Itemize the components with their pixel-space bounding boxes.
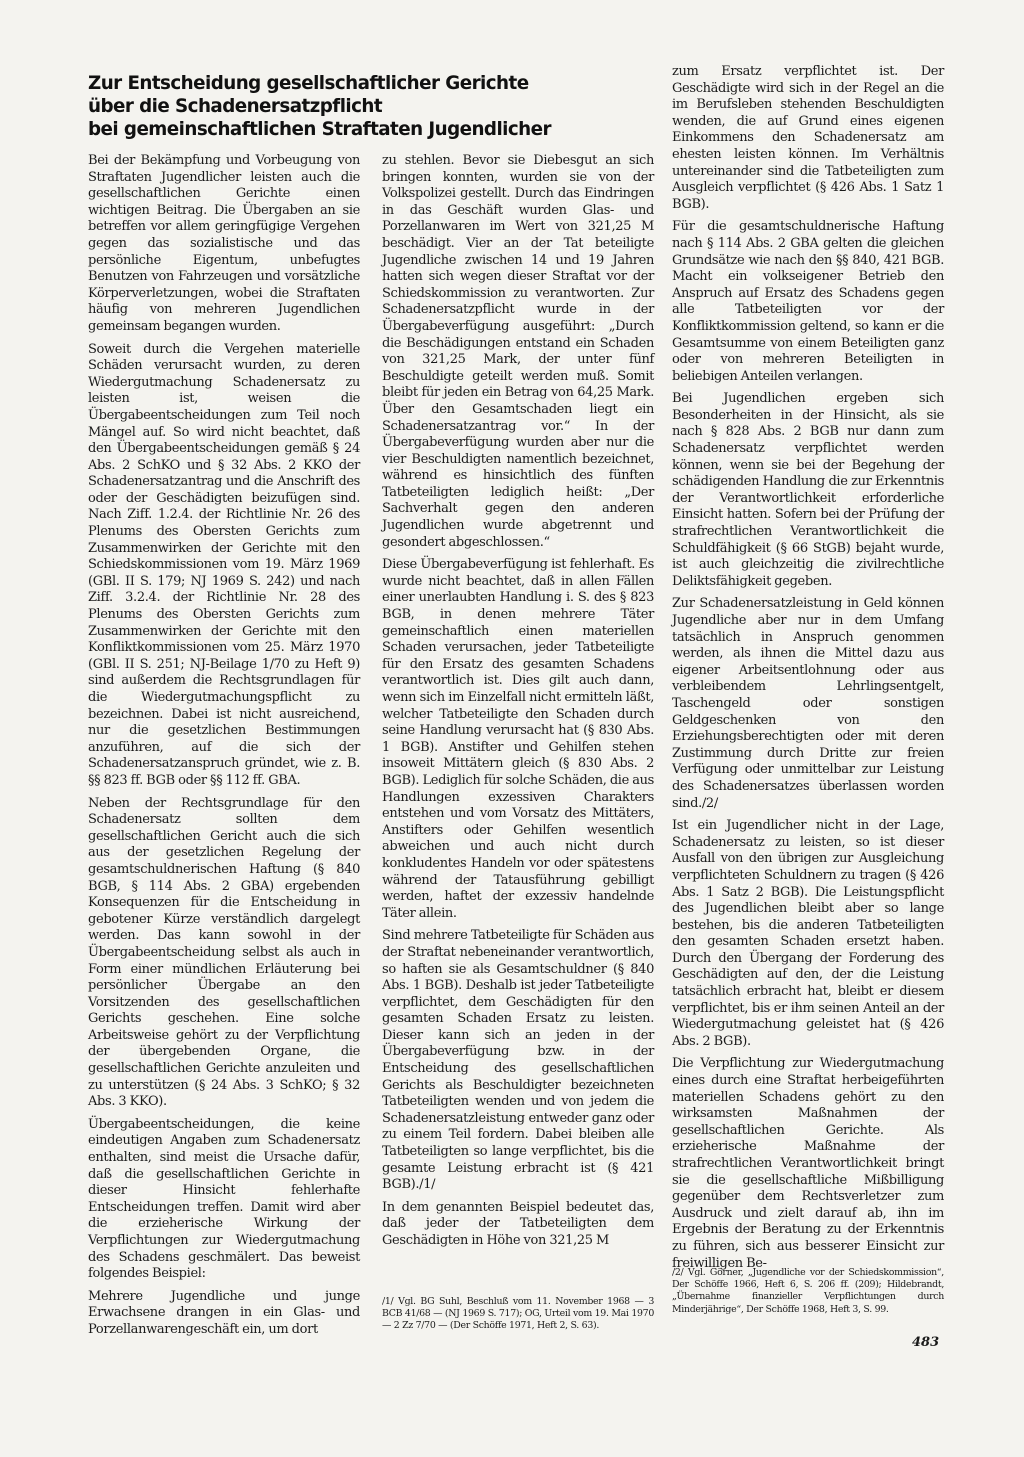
paragraph: Bei Jugendlichen ergeben sich Besonderheiten in der Hinsicht, als sie nach § 828 Abs. 2 BGB nur dann zum Schadenersatz verpflichtet werden können, wenn sie bei der Begehung der schädigenden Handlung die zur Erkenntnis der Verantwortlichkeit erforderliche Einsicht hatten. Sofern bei der Prüfung der strafrechtlichen Verantwortlichkeit die Schuldfähigkeit (§ 66 StGB) bejaht wurde, ist auch gleichzeitig die zivilrechtliche Deliktsfähigkeit gegeben. [672, 391, 944, 589]
paragraph: Die Verpflichtung zur Wiedergutmachung eines durch eine Straftat herbeigeführten materiellen Schadens gehört zu den wirksamsten Maßnahmen der gesellschaftlichen Gerichte. Als erzieherische Maßnahme der strafrechtlichen Verantwortlichkeit bringt sie die gesellschaftliche Mißbilligung gegenüber dem Rechtsverletzer zum Ausdruck und zielt darauf ab, ihn im Ergebnis der Beratung zu der Erkenntnis zu führen, sich aus besserer Einsicht zur freiwilligen Be- [672, 1056, 944, 1271]
title-line: über die Schadenersatzpflicht [88, 96, 383, 117]
paragraph: Mehrere Jugendliche und junge Erwachsene drangen in ein Glas- und Porzellanwarengeschäft ein, um dort [88, 1288, 360, 1337]
footnote-1: /1/ Vgl. BG Suhl, Beschluß vom 11. November 1968 — 3 BCB 41/68 — (NJ 1969 S. 717); OG, Urteil vom 19. Mai 1970 — 2 Zz 7/70 — (Der Schöffe 1971, Heft 2, S. 63). [382, 1296, 654, 1332]
text-column-left [88, 153, 360, 1345]
text-column-right [672, 64, 944, 1278]
paragraph: zum Ersatz verpflichtet ist. Der Geschädigte wird sich in der Regel an die im Berufsleben stehenden Beschuldigten wenden, die auf Grund eines eigenen Einkommens den Schadenersatz am ehesten leisten können. Im Verhältnis untereinander sind die Tatbeteiligten zum Ausgleich verpflichtet (§ 426 Abs. 1 Satz 1 BGB). [672, 64, 944, 212]
footnote-2: /2/ Vgl. Görner, „Jugendliche vor der Schiedskommission“, Der Schöffe 1966, Heft 6, S. 206 ff. (209); Hildebrandt, „Übernahme finanzieller Verpflichtungen durch Minderjährige“, Der Schöffe 1968, Heft 3, S. 99. [672, 1267, 944, 1315]
text-column-middle [382, 153, 654, 1256]
paragraph: Sind mehrere Tatbeteiligte für Schäden aus der Straftat nebeneinander verantwortlich, so haften sie als Gesamtschuldner (§ 840 Abs. 1 BGB). Deshalb ist jeder Tatbeteiligte verpflichtet, dem Geschädigten für den gesamten Schaden Ersatz zu leisten. Dieser kann sich an jeden in der Übergabeverfügung bzw. in der Entscheidung des gesellschaftlichen Gerichts als Beschuldigter bezeichneten Tatbeteiligten wenden und von jedem die Schadenersatzleistung entweder ganz oder zu einem Teil fordern. Dabei bleiben alle Tatbeteiligten so lange verpflichtet, bis die gesamte Leistung erbracht ist (§ 421 BGB)./1/ [382, 928, 654, 1193]
title-line: bei gemeinschaftlichen Straftaten Jugendlicher [88, 119, 551, 140]
paragraph: Für die gesamtschuldnerische Haftung nach § 114 Abs. 2 GBA gelten die gleichen Grundsätze wie nach den §§ 840, 421 BGB. Macht ein volkseigener Betrieb den Anspruch auf Ersatz des Schadens gegen alle Tatbeteiligten vor der Konfliktkommission geltend, so kann er die Gesamtsumme von einem Beteiligten ganz oder von mehreren Beteiligten in beliebigen Anteilen verlangen. [672, 219, 944, 384]
paragraph: zu stehlen. Bevor sie Diebesgut an sich bringen konnten, wurden sie von der Volkspolizei gestellt. Durch das Eindringen in das Geschäft wurden Glas- und Porzellanwaren im Wert von 321,25 M beschädigt. Vier an der Tat beteiligte Jugendliche zwischen 14 und 19 Jahren hatten sich wegen dieser Straftat vor der Schiedskommission zu verantworten. Zur Schadenersatzpflicht wurde in der Übergabeverfügung ausgeführt: „Durch die Beschädigungen entstand ein Schaden von 321,25 Mark, der unter fünf Beschuldigte geteilt werden muß. Somit bleibt für jeden ein Betrag von 64,25 Mark. Über den Gesamtschaden liegt ein Schadenersatzantrag vor.“ In der Übergabeverfügung wurden aber nur die vier Beschuldigten namentlich bezeichnet, während es hinsichtlich des fünften Tatbeteiligten lediglich heißt: „Der Sachverhalt gegen den anderen Jugendlichen wurde abgetrennt und gesondert abgeschlossen.“ [382, 153, 654, 550]
paragraph: Bei der Bekämpfung und Vorbeugung von Straftaten Jugendlicher leisten auch die gesellschaftlichen Gerichte einen wichtigen Beitrag. Die Übergaben an sie betreffen vor allem geringfügige Vergehen gegen das sozialistische und das persönliche Eigentum, unbefugtes Benutzen von Fahrzeugen und vorsätzliche Körperverletzungen, wobei die Straftaten häufig von mehreren Jugendlichen gemeinsam begangen wurden. [88, 153, 360, 334]
paragraph: Diese Übergabeverfügung ist fehlerhaft. Es wurde nicht beachtet, daß in allen Fällen einer unerlaubten Handlung i. S. des § 823 BGB, in denen mehrere Täter gemeinschaftlich einen materiellen Schaden verursachen, jeder Tatbeteiligte für den Ersatz des gesamten Schadens verantwortlich ist. Dies gilt auch dann, wenn sich im Einzelfall nicht ermitteln läßt, welcher Tatbeteiligte den Schaden durch seine Handlung verursacht hat (§ 830 Abs. 1 BGB). Anstifter und Gehilfen stehen insoweit Mittätern gleich (§ 830 Abs. 2 BGB). Lediglich für solche Schäden, die aus Handlungen exzessiven Charakters entstehen und vom Vorsatz des Mittäters, Anstifters oder Gehilfen wesentlich abweichen und auch nicht durch konkludentes Handeln vor oder spätestens während der Tatausführung gebilligt werden, haftet der exzessiv handelnde Täter allein. [382, 557, 654, 921]
paragraph: In dem genannten Beispiel bedeutet das, daß jeder der Tatbeteiligten dem Geschädigten in Höhe von 321,25 M [382, 1199, 654, 1248]
paragraph: Ist ein Jugendlicher nicht in der Lage, Schadenersatz zu leisten, so ist dieser Ausfall von den übrigen zur Ausgleichung verpflichteten Schuldnern zu tragen (§ 426 Abs. 1 Satz 2 BGB). Die Leistungspflicht des Jugendlichen bleibt aber so lange bestehen, bis die anderen Tatbeteiligten den gesamten Schaden ersetzt haben. Durch den Übergang der Forderung des Geschädigten auf den, der die Leistung tatsächlich erbracht hat, bleibt er diesem verpflichtet, bis er ihm seinen Anteil an der Wiedergutmachung geleistet hat (§ 426 Abs. 2 BGB). [672, 818, 944, 1049]
paragraph: Übergabeentscheidungen, die keine eindeutigen Angaben zum Schadenersatz enthalten, sind meist die Ursache dafür, daß die gesellschaftlichen Gerichte in dieser Hinsicht fehlerhafte Entscheidungen treffen. Damit wird aber die erzieherische Wirkung der Verpflichtungen zur Wiedergutmachung des Schadens geschmälert. Das beweist folgendes Beispiel: [88, 1116, 360, 1282]
paragraph: Zur Schadenersatzleistung in Geld können Jugendliche aber nur in dem Umfang tatsächlich in Anspruch genommen werden, als ihnen die Mittel dazu aus eigener Arbeitsentlohnung oder aus verbleibendem Lehrlingsentgelt, Taschengeld oder sonstigen Geldgeschenken von den Erziehungsberechtigten oder mit deren Zustimmung durch Dritte zur freien Verfügung oder unmittelbar zur Leistung des Schadenersatzes überlassen worden sind./2/ [672, 596, 944, 811]
page-number: 483 [912, 1335, 940, 1350]
paragraph: Soweit durch die Vergehen materielle Schäden verursacht wurden, zu deren Wiedergutmachung Schadenersatz zu leisten ist, weisen die Übergabeentscheidungen zum Teil noch Mängel auf. So wird nicht beachtet, daß den Übergabeentscheidungen gemäß § 24 Abs. 2 SchKO und § 32 Abs. 2 KKO der Schadenersatzantrag und die Anschrift des oder der Geschädigten beizufügen sind. Nach Ziff. 1.2.4. der Richtlinie Nr. 26 des Plenums des Obersten Gerichts zum Zusammenwirken der Gerichte mit den Schiedskommissionen vom 19. März 1969 (GBl. II S. 179; NJ 1969 S. 242) und nach Ziff. 3.2.4. der Richtlinie Nr. 28 des Plenums des Obersten Gerichts zum Zusammenwirken der Gerichte mit den Konfliktkommissionen vom 25. März 1970 (GBl. II S. 251; NJ-Beilage 1/70 zu Heft 9) sind außerdem die Rechtsgrundlagen für die Wiedergutmachungspflicht zu bezeichnen. Dabei ist nicht ausreichend, nur die gesetzlichen Bestimmungen anzuführen, auf die sich der Schadenersatzanspruch gründet, wie z. B. §§ 823 ff. BGB oder §§ 112 ff. GBA. [88, 341, 360, 788]
title-line: Zur Entscheidung gesellschaftlicher Gerichte [88, 73, 529, 94]
paragraph: Neben der Rechtsgrundlage für den Schadenersatz sollten dem gesellschaftlichen Gericht auch die sich aus der gesetzlichen Regelung der gesamtschuldnerischen Haftung (§ 840 BGB, § 114 Abs. 2 GBA) ergebenden Konsequenzen für die Entscheidung in gebotener Kürze verständlich dargelegt werden. Das kann sowohl in der Übergabeentscheidung selbst als auch in Form einer mündlichen Erläuterung bei persönlicher Übergabe an den Vorsitzenden des gesellschaftlichen Gerichts geschehen. Eine solche Arbeitsweise gehört zu der Verpflichtung der übergebenden Organe, die gesellschaftlichen Gerichte anzuleiten und zu unterstützen (§ 24 Abs. 3 SchKO; § 32 Abs. 3 KKO). [88, 795, 360, 1110]
article-title [88, 72, 658, 141]
